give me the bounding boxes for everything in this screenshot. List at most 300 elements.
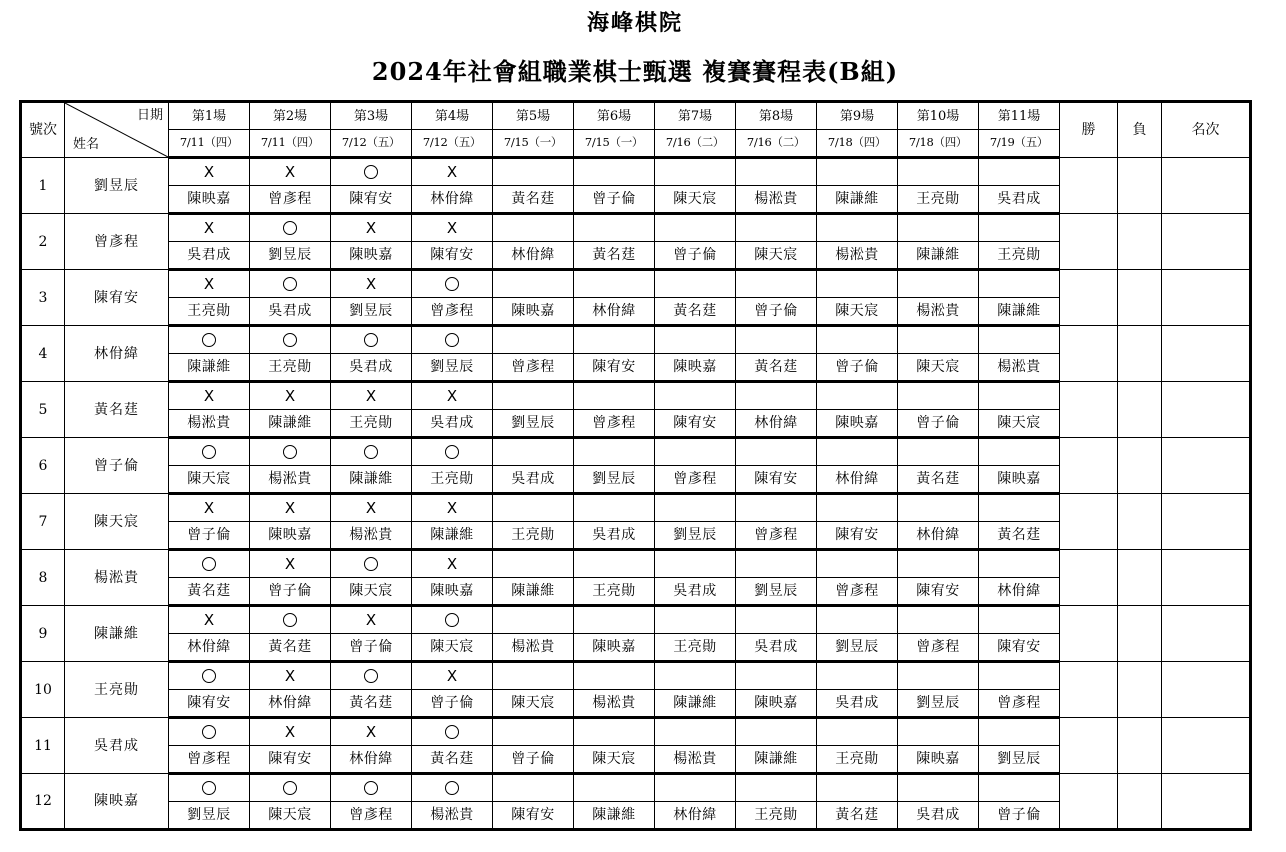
loss-cell xyxy=(1118,270,1162,326)
rank-cell xyxy=(1162,718,1251,774)
player-number: 3 xyxy=(21,270,65,326)
result-cell xyxy=(412,550,493,578)
result-cell xyxy=(898,382,979,410)
round-date: 7/11（四） xyxy=(169,130,250,158)
result-cell xyxy=(898,550,979,578)
loss-mark: X xyxy=(365,610,377,629)
opponent-cell: 陳謙維 xyxy=(493,578,574,606)
result-cell xyxy=(736,550,817,578)
result-cell xyxy=(493,606,574,634)
loss-cell xyxy=(1118,438,1162,494)
rank-cell xyxy=(1162,158,1251,214)
result-cell xyxy=(736,270,817,298)
opponent-cell: 林佾緯 xyxy=(817,466,898,494)
result-cell xyxy=(250,718,331,746)
result-cell xyxy=(331,550,412,578)
rank-cell xyxy=(1162,606,1251,662)
player-result-row xyxy=(21,662,1251,690)
win-cell xyxy=(1060,662,1118,718)
loss-cell xyxy=(1118,326,1162,382)
result-cell xyxy=(655,662,736,690)
result-cell xyxy=(169,662,250,690)
opponent-cell: 陳天宸 xyxy=(493,690,574,718)
result-cell xyxy=(412,270,493,298)
header-row-rounds xyxy=(21,102,1251,130)
result-cell xyxy=(493,326,574,354)
result-cell xyxy=(412,158,493,186)
opponent-cell: 吳君成 xyxy=(169,242,250,270)
opponent-cell: 林佾緯 xyxy=(412,186,493,214)
opponent-cell: 林佾緯 xyxy=(736,410,817,438)
win-circle-icon xyxy=(202,557,216,571)
result-cell xyxy=(493,662,574,690)
player-number: 7 xyxy=(21,494,65,550)
result-cell xyxy=(655,494,736,522)
header-name-label: 姓名 xyxy=(73,137,100,152)
opponent-cell: 陳謙維 xyxy=(574,802,655,830)
result-cell xyxy=(493,550,574,578)
opponent-cell: 陳映嘉 xyxy=(736,690,817,718)
result-cell xyxy=(169,774,250,802)
result-cell xyxy=(169,270,250,298)
player-name: 曾子倫 xyxy=(65,438,169,494)
opponent-cell: 曾彥程 xyxy=(655,466,736,494)
result-cell xyxy=(250,774,331,802)
round-label: 第11場 xyxy=(979,102,1060,130)
opponent-cell: 陳映嘉 xyxy=(493,298,574,326)
opponent-cell: 林佾緯 xyxy=(331,746,412,774)
opponent-cell: 陳天宸 xyxy=(736,242,817,270)
opponent-cell: 楊淞貴 xyxy=(979,354,1060,382)
opponent-cell: 吳君成 xyxy=(331,354,412,382)
opponent-cell: 楊淞貴 xyxy=(817,242,898,270)
opponent-cell: 曾彥程 xyxy=(979,690,1060,718)
opponent-cell: 曾彥程 xyxy=(412,298,493,326)
round-date: 7/11（四） xyxy=(250,130,331,158)
round-label: 第2場 xyxy=(250,102,331,130)
result-cell xyxy=(412,214,493,242)
result-cell xyxy=(655,718,736,746)
loss-cell xyxy=(1118,214,1162,270)
round-date: 7/16（二） xyxy=(655,130,736,158)
opponent-cell: 吳君成 xyxy=(979,186,1060,214)
win-circle-icon xyxy=(364,669,378,683)
result-cell xyxy=(412,326,493,354)
player-number: 9 xyxy=(21,606,65,662)
result-cell xyxy=(979,494,1060,522)
win-circle-icon xyxy=(283,781,297,795)
result-cell xyxy=(655,550,736,578)
header-date-label: 日期 xyxy=(136,108,163,123)
opponent-cell: 吳君成 xyxy=(736,634,817,662)
header-rank: 名次 xyxy=(1162,102,1251,158)
result-cell xyxy=(574,158,655,186)
result-cell xyxy=(331,718,412,746)
result-cell xyxy=(574,382,655,410)
opponent-cell: 陳天宸 xyxy=(817,298,898,326)
opponent-cell: 陳謙維 xyxy=(250,410,331,438)
result-cell xyxy=(412,438,493,466)
opponent-cell: 王亮勛 xyxy=(898,186,979,214)
opponent-cell: 黃名莛 xyxy=(817,802,898,830)
header-no: 號次 xyxy=(21,102,65,158)
player-name: 黃名莛 xyxy=(65,382,169,438)
opponent-cell: 陳謙維 xyxy=(331,466,412,494)
opponent-cell: 陳謙維 xyxy=(169,354,250,382)
opponent-cell: 陳映嘉 xyxy=(412,578,493,606)
opponent-cell: 曾彥程 xyxy=(169,746,250,774)
result-cell xyxy=(493,438,574,466)
opponent-cell: 黃名莛 xyxy=(412,746,493,774)
opponent-cell: 陳天宸 xyxy=(898,354,979,382)
opponent-cell: 吳君成 xyxy=(817,690,898,718)
opponent-cell: 陳謙維 xyxy=(655,690,736,718)
result-cell xyxy=(412,494,493,522)
result-cell xyxy=(169,606,250,634)
opponent-cell: 陳謙維 xyxy=(979,298,1060,326)
loss-mark: X xyxy=(203,610,215,629)
result-cell xyxy=(250,382,331,410)
round-date: 7/16（二） xyxy=(736,130,817,158)
rank-cell xyxy=(1162,270,1251,326)
result-cell xyxy=(736,774,817,802)
opponent-cell: 劉昱辰 xyxy=(655,522,736,550)
page-subtitle: 2024年社會組職業棋士甄選 複賽賽程表(B組) xyxy=(371,57,899,86)
win-circle-icon xyxy=(283,613,297,627)
loss-cell xyxy=(1118,550,1162,606)
result-cell xyxy=(817,550,898,578)
result-cell xyxy=(169,214,250,242)
opponent-cell: 王亮勛 xyxy=(169,298,250,326)
result-cell xyxy=(331,214,412,242)
opponent-cell: 黃名莛 xyxy=(898,466,979,494)
opponent-cell: 王亮勛 xyxy=(574,578,655,606)
rank-cell xyxy=(1162,550,1251,606)
win-circle-icon xyxy=(202,781,216,795)
player-name: 曾彥程 xyxy=(65,214,169,270)
result-cell xyxy=(898,774,979,802)
opponent-cell: 陳映嘉 xyxy=(574,634,655,662)
round-date: 7/15（一） xyxy=(493,130,574,158)
result-cell xyxy=(655,774,736,802)
opponent-cell: 吳君成 xyxy=(412,410,493,438)
opponent-cell: 王亮勛 xyxy=(736,802,817,830)
result-cell xyxy=(817,382,898,410)
result-cell xyxy=(574,326,655,354)
win-circle-icon xyxy=(283,221,297,235)
player-result-row xyxy=(21,606,1251,634)
loss-mark: X xyxy=(365,274,377,293)
opponent-cell: 曾子倫 xyxy=(250,578,331,606)
player-result-row xyxy=(21,718,1251,746)
opponent-cell: 林佾緯 xyxy=(898,522,979,550)
opponent-cell: 劉昱辰 xyxy=(979,746,1060,774)
rank-cell xyxy=(1162,382,1251,438)
loss-mark: X xyxy=(446,666,458,685)
loss-cell xyxy=(1118,774,1162,830)
opponent-cell: 陳映嘉 xyxy=(898,746,979,774)
result-cell xyxy=(979,158,1060,186)
win-circle-icon xyxy=(445,333,459,347)
opponent-cell: 吳君成 xyxy=(655,578,736,606)
loss-mark: X xyxy=(203,386,215,405)
opponent-cell: 陳謙維 xyxy=(898,242,979,270)
result-cell xyxy=(898,214,979,242)
result-cell xyxy=(655,158,736,186)
player-result-row xyxy=(21,494,1251,522)
result-cell xyxy=(817,606,898,634)
opponent-cell: 曾子倫 xyxy=(412,690,493,718)
result-cell xyxy=(736,606,817,634)
opponent-cell: 林佾緯 xyxy=(574,298,655,326)
result-cell xyxy=(331,158,412,186)
player-number: 2 xyxy=(21,214,65,270)
win-circle-icon xyxy=(364,333,378,347)
loss-mark: X xyxy=(284,498,296,517)
loss-mark: X xyxy=(284,386,296,405)
result-cell xyxy=(412,606,493,634)
opponent-cell: 陳謙維 xyxy=(736,746,817,774)
loss-cell xyxy=(1118,718,1162,774)
result-cell xyxy=(817,438,898,466)
opponent-cell: 曾彥程 xyxy=(250,186,331,214)
result-cell xyxy=(817,718,898,746)
result-cell xyxy=(331,662,412,690)
opponent-cell: 楊淞貴 xyxy=(574,690,655,718)
opponent-cell: 陳映嘉 xyxy=(655,354,736,382)
win-circle-icon xyxy=(364,165,378,179)
result-cell xyxy=(736,158,817,186)
rank-cell xyxy=(1162,774,1251,830)
player-result-row xyxy=(21,326,1251,354)
loss-mark: X xyxy=(203,162,215,181)
loss-mark: X xyxy=(203,274,215,293)
round-label: 第6場 xyxy=(574,102,655,130)
result-cell xyxy=(979,214,1060,242)
result-cell xyxy=(898,326,979,354)
result-cell xyxy=(331,606,412,634)
loss-mark: X xyxy=(446,218,458,237)
player-name: 陳映嘉 xyxy=(65,774,169,830)
rank-cell xyxy=(1162,326,1251,382)
result-cell xyxy=(655,382,736,410)
loss-mark: X xyxy=(365,386,377,405)
opponent-cell: 楊淞貴 xyxy=(169,410,250,438)
result-cell xyxy=(736,438,817,466)
round-date: 7/12（五） xyxy=(331,130,412,158)
win-circle-icon xyxy=(202,333,216,347)
opponent-cell: 劉昱辰 xyxy=(331,298,412,326)
result-cell xyxy=(736,718,817,746)
player-name: 林佾緯 xyxy=(65,326,169,382)
win-cell xyxy=(1060,550,1118,606)
result-cell xyxy=(331,270,412,298)
opponent-cell: 曾子倫 xyxy=(979,802,1060,830)
result-cell xyxy=(655,214,736,242)
player-name: 劉昱辰 xyxy=(65,158,169,214)
round-label: 第7場 xyxy=(655,102,736,130)
opponent-cell: 陳天宸 xyxy=(169,466,250,494)
loss-mark: X xyxy=(284,666,296,685)
win-circle-icon xyxy=(445,445,459,459)
result-cell xyxy=(817,662,898,690)
win-circle-icon xyxy=(202,725,216,739)
result-cell xyxy=(898,158,979,186)
result-cell xyxy=(979,270,1060,298)
player-number: 5 xyxy=(21,382,65,438)
header-corner xyxy=(65,102,169,158)
opponent-cell: 陳天宸 xyxy=(250,802,331,830)
result-cell xyxy=(736,326,817,354)
result-cell xyxy=(898,662,979,690)
opponent-cell: 林佾緯 xyxy=(493,242,574,270)
result-cell xyxy=(655,606,736,634)
round-date: 7/15（一） xyxy=(574,130,655,158)
opponent-cell: 陳宥安 xyxy=(979,634,1060,662)
player-number: 6 xyxy=(21,438,65,494)
opponent-cell: 陳映嘉 xyxy=(169,186,250,214)
result-cell xyxy=(979,606,1060,634)
opponent-cell: 劉昱辰 xyxy=(250,242,331,270)
result-cell xyxy=(979,550,1060,578)
result-cell xyxy=(817,326,898,354)
player-result-row xyxy=(21,214,1251,242)
opponent-cell: 曾子倫 xyxy=(574,186,655,214)
result-cell xyxy=(331,438,412,466)
opponent-cell: 吳君成 xyxy=(250,298,331,326)
opponent-cell: 劉昱辰 xyxy=(736,578,817,606)
opponent-cell: 劉昱辰 xyxy=(493,410,574,438)
result-cell xyxy=(817,214,898,242)
opponent-cell: 曾子倫 xyxy=(493,746,574,774)
result-cell xyxy=(412,662,493,690)
result-cell xyxy=(655,326,736,354)
result-cell xyxy=(331,494,412,522)
opponent-cell: 黃名莛 xyxy=(574,242,655,270)
opponent-cell: 曾彥程 xyxy=(574,410,655,438)
opponent-cell: 陳宥安 xyxy=(898,578,979,606)
result-cell xyxy=(574,494,655,522)
win-cell xyxy=(1060,270,1118,326)
opponent-cell: 陳謙維 xyxy=(817,186,898,214)
opponent-cell: 林佾緯 xyxy=(655,802,736,830)
win-circle-icon xyxy=(283,277,297,291)
opponent-cell: 陳宥安 xyxy=(736,466,817,494)
result-cell xyxy=(331,326,412,354)
opponent-cell: 陳映嘉 xyxy=(250,522,331,550)
player-number: 1 xyxy=(21,158,65,214)
player-number: 8 xyxy=(21,550,65,606)
win-cell xyxy=(1060,718,1118,774)
opponent-cell: 楊淞貴 xyxy=(493,634,574,662)
opponent-cell: 王亮勛 xyxy=(655,634,736,662)
player-result-row xyxy=(21,550,1251,578)
result-cell xyxy=(250,438,331,466)
result-cell xyxy=(250,606,331,634)
result-cell xyxy=(736,494,817,522)
rank-cell xyxy=(1162,662,1251,718)
schedule-table xyxy=(19,100,1252,831)
round-label: 第5場 xyxy=(493,102,574,130)
opponent-cell: 楊淞貴 xyxy=(655,746,736,774)
result-cell xyxy=(493,718,574,746)
loss-cell xyxy=(1118,662,1162,718)
player-name: 吳君成 xyxy=(65,718,169,774)
player-number: 12 xyxy=(21,774,65,830)
result-cell xyxy=(574,214,655,242)
opponent-cell: 陳宥安 xyxy=(655,410,736,438)
opponent-cell: 陳映嘉 xyxy=(817,410,898,438)
loss-mark: X xyxy=(365,722,377,741)
round-label: 第9場 xyxy=(817,102,898,130)
loss-mark: X xyxy=(203,498,215,517)
header-win: 勝 xyxy=(1060,102,1118,158)
loss-mark: X xyxy=(365,498,377,517)
result-cell xyxy=(169,438,250,466)
player-name: 陳宥安 xyxy=(65,270,169,326)
opponent-cell: 曾子倫 xyxy=(817,354,898,382)
win-cell xyxy=(1060,382,1118,438)
result-cell xyxy=(574,662,655,690)
win-cell xyxy=(1060,494,1118,550)
opponent-cell: 楊淞貴 xyxy=(736,186,817,214)
result-cell xyxy=(493,158,574,186)
win-cell xyxy=(1060,326,1118,382)
opponent-cell: 王亮勛 xyxy=(817,746,898,774)
loss-cell xyxy=(1118,606,1162,662)
player-name: 陳天宸 xyxy=(65,494,169,550)
round-label: 第3場 xyxy=(331,102,412,130)
opponent-cell: 吳君成 xyxy=(574,522,655,550)
opponent-cell: 曾子倫 xyxy=(169,522,250,550)
result-cell xyxy=(979,662,1060,690)
result-cell xyxy=(493,382,574,410)
result-cell xyxy=(817,270,898,298)
win-cell xyxy=(1060,214,1118,270)
result-cell xyxy=(331,382,412,410)
opponent-cell: 陳謙維 xyxy=(412,522,493,550)
loss-mark: X xyxy=(446,554,458,573)
result-cell xyxy=(898,270,979,298)
opponent-cell: 曾子倫 xyxy=(331,634,412,662)
result-cell xyxy=(655,270,736,298)
win-circle-icon xyxy=(445,277,459,291)
win-cell xyxy=(1060,438,1118,494)
opponent-cell: 楊淞貴 xyxy=(331,522,412,550)
result-cell xyxy=(979,326,1060,354)
opponent-cell: 陳天宸 xyxy=(979,410,1060,438)
result-cell xyxy=(574,438,655,466)
result-cell xyxy=(250,270,331,298)
round-date: 7/18（四） xyxy=(817,130,898,158)
rank-cell xyxy=(1162,214,1251,270)
win-circle-icon xyxy=(202,445,216,459)
round-date: 7/19（五） xyxy=(979,130,1060,158)
opponent-cell: 黃名莛 xyxy=(736,354,817,382)
result-cell xyxy=(169,326,250,354)
opponent-cell: 陳映嘉 xyxy=(331,242,412,270)
result-cell xyxy=(412,774,493,802)
opponent-cell: 曾彥程 xyxy=(331,802,412,830)
result-cell xyxy=(493,214,574,242)
win-cell xyxy=(1060,606,1118,662)
opponent-cell: 楊淞貴 xyxy=(898,298,979,326)
opponent-cell: 陳宥安 xyxy=(412,242,493,270)
result-cell xyxy=(898,438,979,466)
result-cell xyxy=(412,382,493,410)
win-circle-icon xyxy=(364,781,378,795)
opponent-cell: 黃名莛 xyxy=(169,578,250,606)
